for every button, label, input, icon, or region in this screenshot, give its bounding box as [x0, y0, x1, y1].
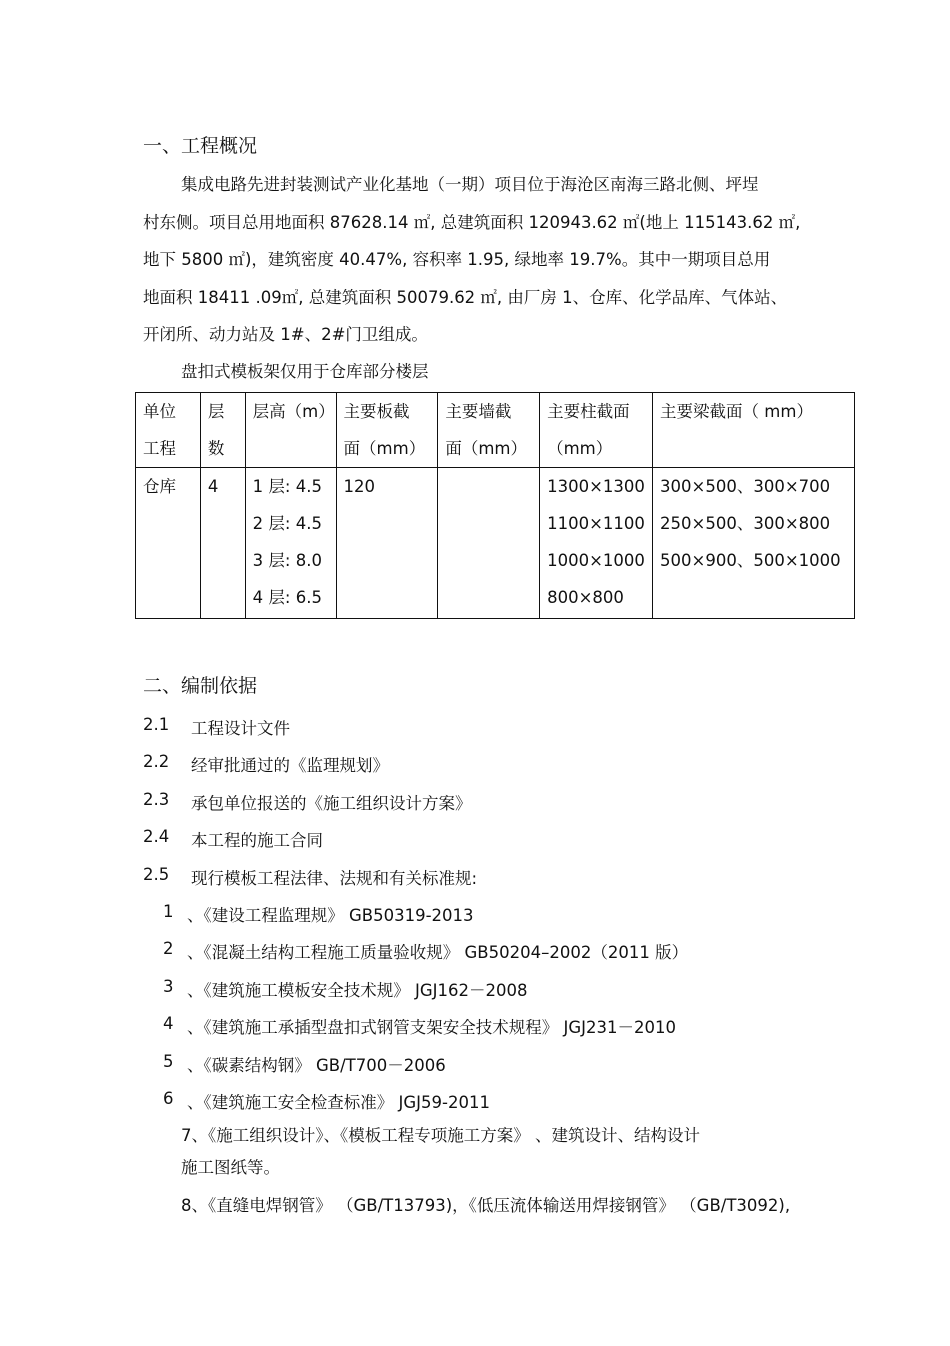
header-cell: 层 数 [200, 393, 245, 468]
standard-text: 、《建筑施工模板安全技术规》 JGJ162－2008 [187, 981, 528, 1000]
table-caption: 盘扣式模板架仅用于仓库部分楼层 [181, 362, 429, 381]
overview-paragraph-line: 地面积 18411 .09㎡, 总建筑面积 50079.62 ㎡, 由厂房 1、仓库、化学品库、气体站、 [143, 288, 788, 307]
header-cell: 主要梁截面（ mm） [653, 393, 855, 468]
standard-number: 6 [163, 1089, 174, 1108]
basis-item-text: 工程设计文件 [191, 719, 290, 738]
overview-paragraph-line: 开闭所、动力站及 1#、2#门卫组成。 [143, 325, 428, 344]
basis-item-7-line: 7、《施工组织设计》、《模板工程专项施工方案》 、建筑设计、结构设计 [181, 1126, 700, 1145]
overview-paragraph-line: 地下 5800 ㎡)，建筑密度 40.47%, 容积率 1.95, 绿地率 19.7%。其中一期项目总用 [143, 250, 771, 269]
header-cell: 单位 工程 [136, 393, 201, 468]
basis-item-text: 承包单位报送的《施工组织设计方案》 [191, 794, 472, 813]
standard-number: 4 [163, 1014, 174, 1033]
header-cell: 主要墙截 面（mm） [438, 393, 540, 468]
basis-item-number: 2.2 [143, 752, 170, 771]
floor-spec-table [135, 392, 855, 619]
cell-slab: 120 [336, 468, 438, 619]
header-cell: 主要板截 面（mm） [336, 393, 438, 468]
standard-number: 5 [163, 1052, 174, 1071]
header-cell: 层高（m） [245, 393, 336, 468]
cell-floors: 4 [200, 468, 245, 619]
standard-number: 3 [163, 977, 174, 996]
standard-number: 1 [163, 902, 174, 921]
standard-number: 2 [163, 939, 174, 958]
standard-text: 、《碳素结构钢》 GB/T700－2006 [187, 1056, 446, 1075]
basis-item-number: 2.4 [143, 827, 170, 846]
overview-paragraph-line: 集成电路先进封装测试产业化基地（一期）项目位于海沧区南海三路北侧、坪埕 [181, 175, 759, 194]
standard-text: 、《建筑施工安全检查标准》 JGJ59-2011 [187, 1093, 490, 1112]
cell-beams: 300×500、300×700 250×500、300×800 500×900、500×1000 [653, 468, 855, 619]
cell-unit: 仓库 [136, 468, 201, 619]
cell-heights: 1 层: 4.5 2 层: 4.5 3 层: 8.0 4 层: 6.5 [245, 468, 336, 619]
standard-text: 、《混凝土结构工程施工质量验收规》 GB50204–2002（2011 版） [187, 943, 689, 962]
table-header-row [136, 393, 855, 468]
basis-item-text: 现行模板工程法律、法规和有关标准规: [191, 869, 478, 888]
basis-item-number: 2.3 [143, 790, 170, 809]
basis-item-text: 经审批通过的《监理规划》 [191, 756, 389, 775]
cell-columns: 1300×1300 1100×1100 1000×1000 800×800 [540, 468, 653, 619]
standard-text: 、《建筑施工承插型盘扣式钢管支架安全技术规程》 JGJ231－2010 [187, 1018, 676, 1037]
standard-text: 、《建设工程监理规》 GB50319-2013 [187, 906, 474, 925]
basis-item-number: 2.5 [143, 865, 170, 884]
overview-paragraph-line: 村东侧。项目总用地面积 87628.14 ㎡, 总建筑面积 120943.62 ㎡(地上 115143.62 ㎡, [143, 213, 801, 232]
header-cell: 主要柱截面 （mm） [540, 393, 653, 468]
section-heading-basis: 二、编制依据 [143, 675, 258, 697]
section-heading-overview: 一、工程概况 [143, 135, 258, 157]
basis-item-8-line: 8、《直缝电焊钢管》 （GB/T13793)，《低压流体输送用焊接钢管》 （GB/T3092), [181, 1196, 791, 1215]
basis-item-7-line: 施工图纸等。 [181, 1158, 280, 1177]
cell-wall [438, 468, 540, 619]
basis-item-text: 本工程的施工合同 [191, 831, 323, 850]
table-row [136, 468, 855, 619]
basis-item-number: 2.1 [143, 715, 170, 734]
